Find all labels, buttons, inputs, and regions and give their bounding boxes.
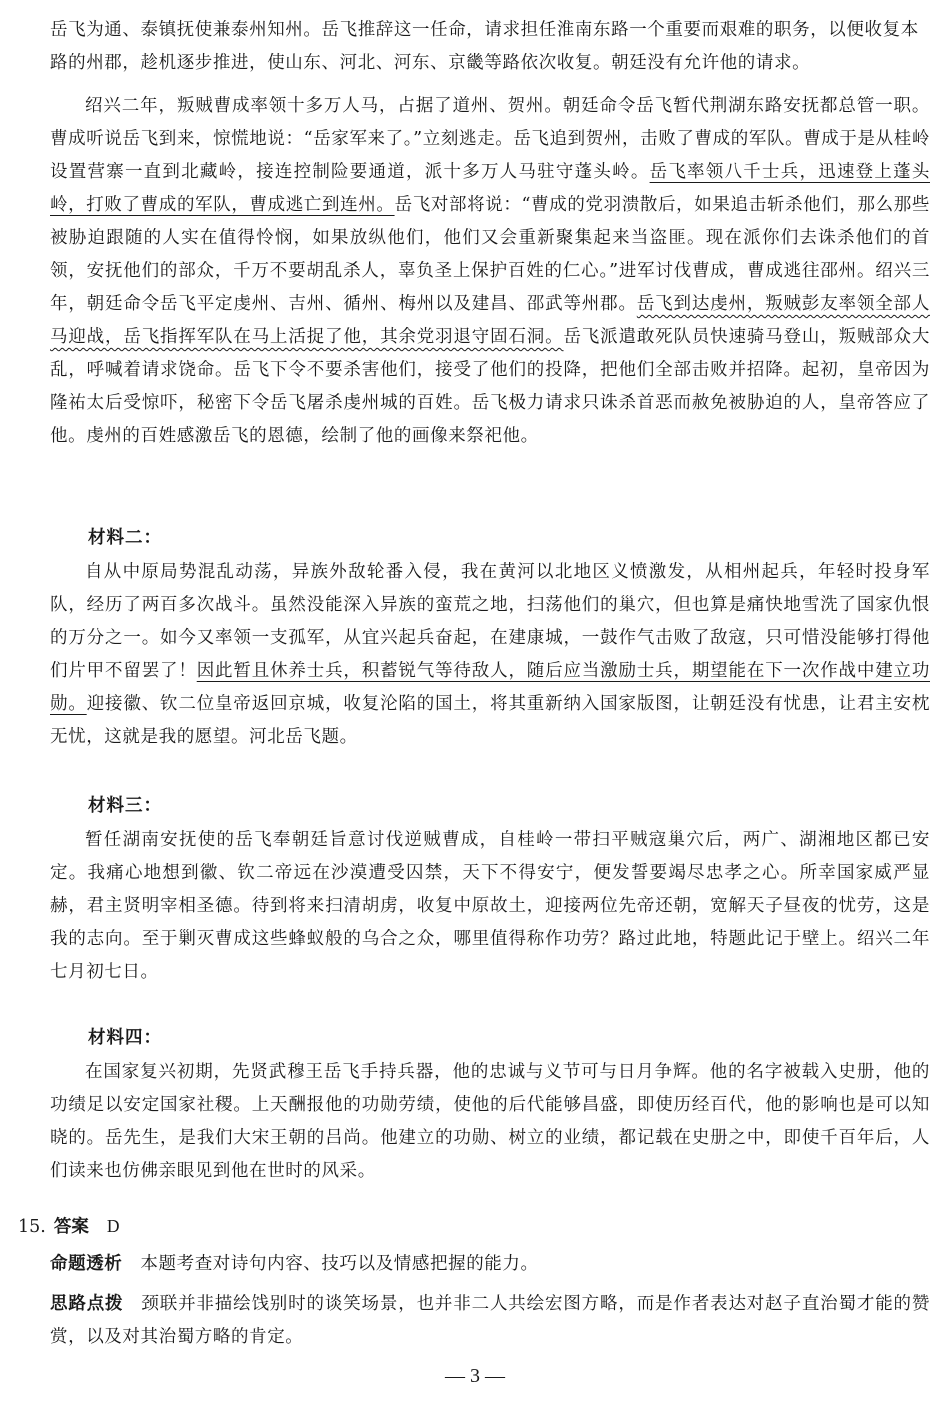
text-run: 绍兴二年，叛贼曹成率领十多万人马，占据了道州、贺州。朝廷命令岳飞暂代荆湖东路安抚都总管一职。曹成听说岳飞到来，惊慌地说：“岳家军来了。”立刻逃走。岳飞追到贺州，击败了曹成的军队。曹成于是从桂岭设置营寨一直到北藏岭，接连控制险要通道，派十多万人马驻守蓬头岭。	[50, 96, 930, 182]
underlined-sentence: 因此暂且休养士兵，积蓄锐气等待敌人，随后应当激励士兵，期望能在下一次作战中建立功勋。	[50, 661, 930, 714]
text-run: 岳飞对部将说：“曹成的党羽溃散后，如果追击斩杀他们，那么那些被胁迫跟随的人实在值得怜悯，如果放纵他们，他们又会重新聚集起来当盗匪。现在派你们去诛杀他们的首领，安抚他们的部众，千万不要胡乱杀人，辜负圣上保护百姓的仁心。”进军讨伐曹成，曹成逃往邵州。绍兴三年，朝廷命令岳飞平定虔州、吉州、循州、梅州以及建昌、邵武等州郡。	[50, 195, 930, 314]
heading-material-two: 材料二：	[88, 528, 162, 548]
analysis-line	[50, 1248, 930, 1281]
heading-material-four: 材料四：	[88, 1028, 162, 1048]
paragraph-material-three: 暂任湖南安抚使的岳飞奉朝廷旨意讨伐逆贼曹成，自桂岭一带扫平贼寇巢穴后，两广、湖湘地区都已安定。我痛心地想到徽、钦二帝远在沙漠遭受囚禁，天下不得安宁，便发誓要竭尽忠孝之心。所幸国家威严显赫，君主贤明宰相圣德。待到将来扫清胡虏，收复中原故土，迎接两位先帝还朝，宽解天子昼夜的忧劳，这是我的志向。至于剿灭曹成这些蜂蚁般的乌合之众，哪里值得称作功劳？路过此地，特题此记于壁上。绍兴二年七月初七日。	[50, 830, 930, 982]
analysis-text: 本题考查对诗句内容、技巧以及情感把握的能力。	[140, 1254, 539, 1274]
paragraph-material-one	[50, 90, 930, 453]
paragraph-continued	[50, 14, 930, 80]
text-run: 岳飞派遣敢死队员快速骑马登山，叛贼部众大乱，呼喊着请求饶命。岳飞下令不要杀害他们，接受了他们的投降，把他们全部击败并招降。起初，皇帝因为隆祐太后受惊吓，秘密下令岳飞屠杀虔州城的百姓。岳飞极力请求只诛杀首恶而赦免被胁迫的人，皇帝答应了他。虔州的百姓感激岳飞的恩德，绘制了他的画像来祭祀他。	[50, 327, 930, 446]
analysis-label: 命题透析	[50, 1254, 123, 1274]
hint-label: 思路点拨	[50, 1294, 124, 1314]
answer-value: D	[106, 1216, 120, 1236]
page-number: — 3 —	[445, 1365, 505, 1387]
question-15-answer	[18, 1213, 119, 1238]
underlined-sentence: 岳飞率领八千士兵，迅速登上蓬头岭，打败了曹成的军队，曹成逃亡到连州。	[50, 162, 930, 215]
text-line: 岳飞为通、泰镇抚使兼泰州知州。岳飞推辞这一任命，请求担任淮南东路一个重要而艰难的职务，以便收复本	[50, 20, 919, 40]
hint-paragraph	[50, 1288, 930, 1354]
hint-text: 颈联并非描绘饯别时的谈笑场景，也并非二人共绘宏图方略，而是作者表达对赵子直治蜀才能的赞赏，以及对其治蜀方略的肯定。	[50, 1294, 931, 1347]
wavy-underlined-sentence: 岳飞到达虔州，叛贼彭友率领全部人马迎战，岳飞指挥军队在马上活捉了他，其余党羽退守固石洞。	[50, 294, 930, 347]
heading-material-three: 材料三：	[88, 796, 162, 816]
paragraph-material-four: 在国家复兴初期，先贤武穆王岳飞手持兵器，他的忠诚与义节可与日月争辉。他的名字被载入史册，他的功绩足以安定国家社稷。上天酬报他的功勋劳绩，使他的后代能够昌盛，即使历经百代，他的影响也是可以知晓的。岳先生，是我们大宋王朝的吕尚。他建立的功勋、树立的业绩，都记载在史册之中，即使千百年后，人们读来也仿佛亲眼见到他在世时的风采。	[50, 1062, 930, 1181]
answer-label: 答案	[53, 1217, 89, 1237]
text-line: 路的州郡，趁机逐步推进，使山东、河北、河东、京畿等路依次收复。朝廷没有允许他的请求。	[50, 53, 811, 73]
text-run: 自从中原局势混乱动荡，异族外敌轮番入侵，我在黄河以北地区义愤激发，从相州起兵，年轻时投身军队，经历了两百多次战斗。虽然没能深入异族的蛮荒之地，扫荡他们的巢穴，但也算是痛快地雪洗了国家仇恨的万分之一。如今又率领一支孤军，从宜兴起兵奋起，在建康城，一鼓作气击败了敌寇，只可惜没能够打得他们片甲不留罢了！	[50, 562, 930, 681]
paragraph-material-two	[50, 556, 930, 754]
text-run: 迎接徽、钦二位皇帝返回京城，收复沦陷的国土，将其重新纳入国家版图，让朝廷没有忧患，让君主安枕无忧，这就是我的愿望。河北岳飞题。	[50, 694, 930, 747]
question-number: 15.	[18, 1217, 46, 1237]
